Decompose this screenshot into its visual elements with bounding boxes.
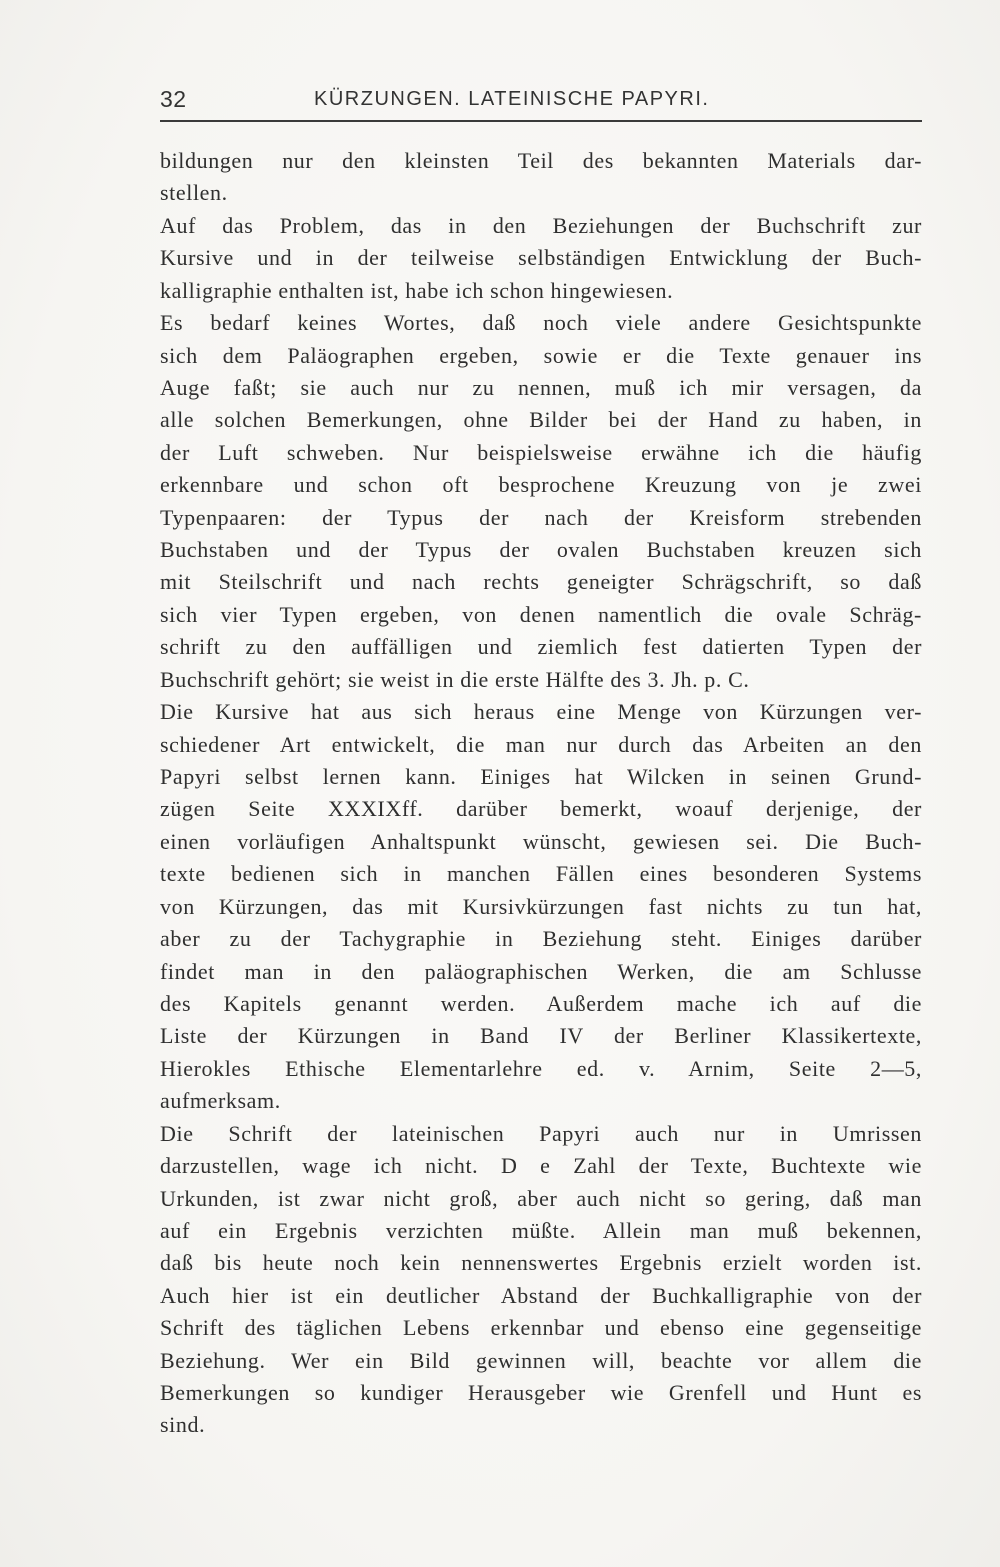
text-line: Die Kursive hat aus sich heraus eine Menge von Kürzungen ver-	[160, 699, 922, 725]
text-line: des Kapitels genannt werden. Außerdem mache ich auf die	[160, 990, 922, 1016]
text-line: Bemerkungen so kundiger Herausgeber wie Grenfell und Hunt es	[160, 1380, 922, 1406]
text-line: aufmerksam.	[160, 1088, 281, 1114]
text-line: sind.	[160, 1412, 206, 1438]
text-line: daß bis heute noch kein nennenswertes Ergebnis erzielt worden ist.	[160, 1250, 922, 1276]
text-line: schrift zu den auffälligen und ziemlich fest datierten Typen der	[160, 634, 922, 660]
page-number: 32	[160, 86, 187, 112]
text-line: Typenpaaren: der Typus der nach der Kreisform strebenden	[160, 504, 922, 530]
text-line: Papyri selbst lernen kann. Einiges hat Wilcken in seinen Grund-	[160, 764, 922, 790]
text-line: zügen Seite XXXIXff. darüber bemerkt, woauf derjenige, der	[160, 796, 922, 822]
running-title: KÜRZUNGEN. LATEINISCHE PAPYRI.	[314, 88, 710, 110]
text-line: erkennbare und schon oft besprochene Kreuzung von je zwei	[160, 472, 922, 498]
text-line: kalligraphie enthalten ist, habe ich schon hingewiesen.	[160, 277, 674, 303]
text-line: sich dem Paläographen ergeben, sowie er die Texte genauer ins	[160, 342, 922, 368]
text-line: schiedener Art entwickelt, die man nur durch das Arbeiten an den	[160, 731, 922, 757]
text-line: auf ein Ergebnis verzichten müßte. Allein man muß bekennen,	[160, 1217, 922, 1243]
text-line: Kursive und in der teilweise selbständigen Entwicklung der Buch-	[160, 245, 922, 271]
text-line: Schrift des täglichen Lebens erkennbar und ebenso eine gegenseitige	[160, 1315, 922, 1341]
text-line: Urkunden, ist zwar nicht groß, aber auch nicht so gering, daß man	[160, 1185, 922, 1211]
text-line: Die Schrift der lateinischen Papyri auch nur in Umrissen	[160, 1120, 922, 1146]
text-line: von Kürzungen, das mit Kursivkürzungen fast nichts zu tun hat,	[160, 893, 922, 919]
text-line: einen vorläufigen Anhaltspunkt wünscht, gewiesen sei. Die Buch-	[160, 828, 922, 854]
text-line: Buchschrift gehört; sie weist in die erste Hälfte des 3. Jh. p. C.	[160, 666, 750, 692]
text-line: aber zu der Tachygraphie in Beziehung steht. Einiges darüber	[160, 926, 922, 952]
text-line: findet man in den paläographischen Werken, die am Schlusse	[160, 958, 922, 984]
page-header	[160, 86, 920, 116]
text-line: Es bedarf keines Wortes, daß noch viele andere Gesichtspunkte	[160, 310, 922, 336]
text-line: Buchstaben und der Typus der ovalen Buchstaben kreuzen sich	[160, 537, 922, 563]
text-line: Auf das Problem, das in den Beziehungen der Buchschrift zur	[160, 212, 922, 238]
text-line: bildungen nur den kleinsten Teil des bekannten Materials dar-	[160, 148, 922, 173]
text-line: sich vier Typen ergeben, von denen namentlich die ovale Schräg-	[160, 601, 922, 627]
text-line: alle solchen Bemerkungen, ohne Bilder bei der Hand zu haben, in	[160, 407, 922, 433]
text-line: stellen.	[160, 180, 228, 206]
text-line: der Luft schweben. Nur beispielsweise erwähne ich die häufig	[160, 439, 922, 465]
text-line: Auge faßt; sie auch nur zu nennen, muß ich mir versagen, da	[160, 374, 922, 400]
header-rule	[160, 120, 922, 122]
text-line: Hierokles Ethische Elementarlehre ed. v. Arnim, Seite 2—5,	[160, 1055, 922, 1081]
text-line: darzustellen, wage ich nicht. D e Zahl der Texte, Buchtexte wie	[160, 1153, 922, 1179]
text-line: Auch hier ist ein deutlicher Abstand der Buchkalligraphie von der	[160, 1282, 922, 1308]
body-text	[160, 143, 922, 1440]
text-line: mit Steilschrift und nach rechts geneigter Schrägschrift, so daß	[160, 569, 922, 595]
text-line: Beziehung. Wer ein Bild gewinnen will, beachte vor allem die	[160, 1347, 922, 1373]
text-line: Liste der Kürzungen in Band IV der Berliner Klassikertexte,	[160, 1023, 922, 1049]
text-line: texte bedienen sich in manchen Fällen eines besonderen Systems	[160, 861, 922, 887]
